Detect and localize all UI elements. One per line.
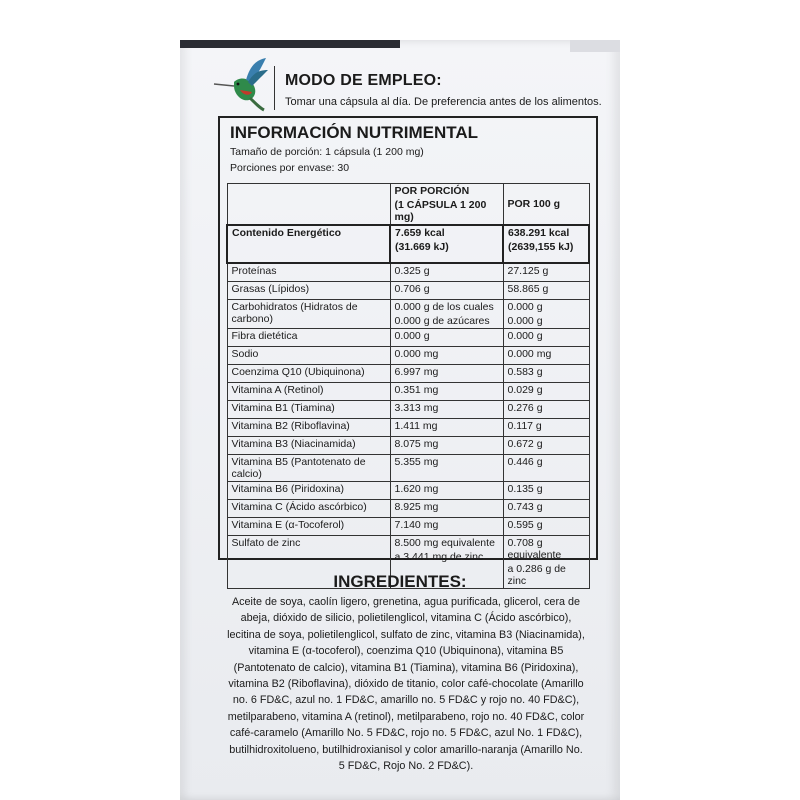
- nutrient-label-value: Sulfato de zinc: [231, 537, 301, 549]
- table-row: [227, 437, 589, 455]
- table-row: [227, 500, 589, 518]
- table-row: [227, 263, 589, 282]
- nutrient-100g-value: 0.743 g: [507, 501, 543, 513]
- nutrient-portion: [390, 437, 503, 455]
- nutrient-label-value: Vitamina C (Ácido ascórbico): [231, 501, 367, 513]
- nutrient-portion-value: 1.411 mg: [394, 420, 438, 432]
- nutrient-100g-value: 27.125 g: [507, 265, 549, 277]
- nutrient-100g-value: 0.117 g: [507, 420, 542, 432]
- nutrient-portion-value: 0.706 g: [394, 283, 430, 295]
- nutrient-label-value: Vitamina E (α-Tocoferol): [231, 519, 345, 531]
- nutrient-label-value: Vitamina B5 (Pantotenato de calcio): [231, 456, 366, 480]
- nutrient-100g-value: 0.446 g: [507, 456, 543, 468]
- nutrient-portion-value: 1.620 mg: [394, 483, 439, 495]
- nutrient-100g-value: 0.029 g: [507, 384, 543, 396]
- table-row: [227, 383, 589, 401]
- nutrient-portion-value: 0.325 g: [394, 265, 430, 277]
- nutrient-100g: [503, 518, 589, 536]
- nutrient-label: [227, 365, 390, 383]
- nutrient-portion: [390, 500, 503, 518]
- nutrient-100g-value: 0.135 g: [507, 483, 543, 495]
- header-portion-sub: (1 CÁPSULA 1 200 mg): [394, 199, 487, 223]
- nutrient-portion-value: 0.000 mg: [394, 348, 439, 360]
- nutrient-portion: [390, 419, 503, 437]
- hummingbird-icon: [210, 56, 272, 112]
- nutrient-100g: [503, 419, 589, 437]
- nutrient-portion: [390, 329, 503, 347]
- nutrient-100g: [503, 482, 589, 500]
- table-row: [227, 329, 589, 347]
- energy-portion-kj: (31.669 kJ): [395, 241, 449, 253]
- nutrient-100g-value: 0.000 g: [507, 301, 543, 313]
- nutrient-portion-value: 0.351 mg: [394, 384, 439, 396]
- nutrient-label: [227, 383, 390, 401]
- nutrient-portion: [390, 518, 503, 536]
- modo-title: MODO DE EMPLEO:: [285, 72, 442, 89]
- nutrient-label: [227, 455, 390, 482]
- nutrient-portion-value: 8.925 mg: [394, 501, 439, 513]
- nutrient-portion-value: 3.313 mg: [394, 402, 439, 414]
- nutrient-label: [227, 419, 390, 437]
- nutrition-title: INFORMACIÓN NUTRIMENTAL: [230, 123, 479, 142]
- nutrient-portion-value: 8.075 mg: [394, 438, 439, 450]
- nutrient-label-value: Vitamina B2 (Riboflavina): [231, 420, 350, 432]
- box-flap-light: [570, 40, 620, 52]
- nutrient-portion: [390, 365, 503, 383]
- servings-per-container: Porciones por envase: 30: [230, 162, 350, 174]
- modo-text: Tomar una cápsula al día. De preferencia antes de los alimentos.: [285, 96, 602, 108]
- divider-line: [274, 66, 275, 110]
- ingredients-text: Aceite de soya, caolín ligero, grenetina, agua purificada, glicerol, cera de abeja, dióxido de silicio, polietilenglicol, vitamina C (Ácido ascórbico), lecitina de soya, polietilenglicol, sulfato de zinc, vitamina B3 (Niacinamida), vitamina E (α-tocoferol), coenzima Q10 (Ubiquinona), vitamina B5 (Pantotenato de calcio), vitamina B1 (Tiamina), vitamina B6 (Piridoxina), vitamina B2 (Riboflavina), dióxido de titanio, color café-chocolate (Amarillo no. 6 FD&C, azul no. 1 FD&C, amarillo no. 5 FD&C y rojo no. 40 FD&C), metilparabeno, vitamina A (retinol), metilparabeno, rojo no. 40 FD&C, color café-caramelo (Amarillo No. 5 FD&C, rojo no. 5 FD&C, azul No. 1 FD&C), butilhidroxitolueno, butilhidroxianisol y color amarillo-naranja (Amarillo No. 5 FD&C, Rojo No. 2 FD&C).: [227, 596, 585, 773]
- nutrient-portion: [390, 401, 503, 419]
- nutrient-label-value: Fibra dietética: [231, 330, 298, 342]
- nutrient-100g: [503, 300, 589, 329]
- nutrient-portion: [390, 263, 503, 282]
- table-row: [227, 401, 589, 419]
- nutrient-label-value: Coenzima Q10 (Ubiquinona): [231, 366, 365, 378]
- serving-size: Tamaño de porción: 1 cápsula (1 200 mg): [230, 146, 424, 158]
- table-row: [227, 518, 589, 536]
- nutrition-table: [226, 183, 590, 589]
- nutrient-portion-sub: a 3.441 mg de zinc: [394, 551, 484, 563]
- nutrient-100g: [503, 383, 589, 401]
- ingredients-title: INGREDIENTES:: [333, 572, 467, 591]
- nutrient-label: [227, 300, 390, 329]
- nutrient-label: [227, 401, 390, 419]
- table-row: [227, 300, 589, 329]
- nutrient-label-value: Vitamina B1 (Tiamina): [231, 402, 335, 414]
- nutrient-100g: [503, 365, 589, 383]
- energy-100g: [503, 225, 589, 263]
- nutrient-label-value: Carbohidratos (Hidratos de carbono): [231, 301, 358, 325]
- nutrient-portion-value: 0.000 g de los cuales: [394, 301, 494, 313]
- energy-100g-kcal: 638.291 kcal: [508, 227, 570, 239]
- nutrient-label-value: Vitamina A (Retinol): [231, 384, 324, 396]
- energy-label: Contenido Energético: [227, 225, 390, 263]
- nutrient-100g: [503, 455, 589, 482]
- nutrient-100g-value: 58.865 g: [507, 283, 549, 295]
- nutrient-portion: [390, 383, 503, 401]
- nutrient-100g-value: 0.000 g: [507, 330, 543, 342]
- header-empty: [227, 184, 390, 226]
- nutrient-100g-value: 0.000 mg: [507, 348, 552, 360]
- nutrient-100g-value: 0.276 g: [507, 402, 543, 414]
- header-portion: [390, 184, 503, 226]
- nutrient-100g: [503, 437, 589, 455]
- nutrient-label: [227, 518, 390, 536]
- nutrient-portion-sub: 0.000 g de azúcares: [394, 315, 490, 327]
- nutrient-portion-value: 6.997 mg: [394, 366, 439, 378]
- nutrient-100g-value: 0.595 g: [507, 519, 543, 531]
- nutrient-label-value: Vitamina B6 (Piridoxina): [231, 483, 344, 495]
- nutrient-label-value: Vitamina B3 (Niacinamida): [231, 438, 356, 450]
- nutrient-label: [227, 347, 390, 365]
- table-header: [227, 184, 589, 226]
- nutrient-portion: [390, 300, 503, 329]
- energy-portion-kcal: 7.659 kcal: [395, 227, 445, 239]
- nutrient-100g-value: 0.672 g: [507, 438, 543, 450]
- nutrient-label-value: Sodio: [231, 348, 259, 360]
- table-row: [227, 347, 589, 365]
- nutrient-label: [227, 482, 390, 500]
- energy-100g-kj: (2639,155 kJ): [508, 241, 574, 253]
- header-portion-label: POR PORCIÓN: [394, 185, 470, 197]
- nutrient-100g-value: 0.708 g equivalente: [507, 537, 562, 561]
- header-100g: POR 100 g: [503, 184, 589, 226]
- energy-row: [227, 225, 589, 263]
- nutrient-100g: [503, 282, 589, 300]
- nutrient-label: [227, 263, 390, 282]
- nutrient-100g: [503, 347, 589, 365]
- box-flap-dark: [180, 40, 400, 48]
- nutrient-portion: [390, 282, 503, 300]
- nutrient-label: [227, 500, 390, 518]
- nutrient-label-value: Grasas (Lípidos): [231, 283, 310, 295]
- nutrient-portion: [390, 482, 503, 500]
- nutrient-label: [227, 329, 390, 347]
- table-row: [227, 419, 589, 437]
- nutrient-100g: [503, 401, 589, 419]
- nutrient-portion: [390, 455, 503, 482]
- nutrient-label: [227, 282, 390, 300]
- table-row: [227, 455, 589, 482]
- nutrient-portion-value: 8.500 mg equivalente: [394, 537, 495, 549]
- table-row: [227, 365, 589, 383]
- nutrient-portion-value: 5.355 mg: [394, 456, 439, 468]
- nutrient-portion-value: 0.000 g: [394, 330, 430, 342]
- table-row: [227, 482, 589, 500]
- nutrient-100g: [503, 329, 589, 347]
- nutrient-portion: [390, 347, 503, 365]
- nutrient-label: [227, 437, 390, 455]
- nutrient-100g-sub: a 0.286 g de zinc: [507, 563, 566, 587]
- nutrient-100g-value: 0.583 g: [507, 366, 543, 378]
- nutrient-portion-value: 7.140 mg: [394, 519, 439, 531]
- nutrient-label-value: Proteínas: [231, 265, 277, 277]
- nutrient-100g: [503, 263, 589, 282]
- energy-portion: [390, 225, 503, 263]
- nutrient-100g: [503, 500, 589, 518]
- nutrient-100g-sub: 0.000 g: [507, 315, 543, 327]
- table-row: [227, 282, 589, 300]
